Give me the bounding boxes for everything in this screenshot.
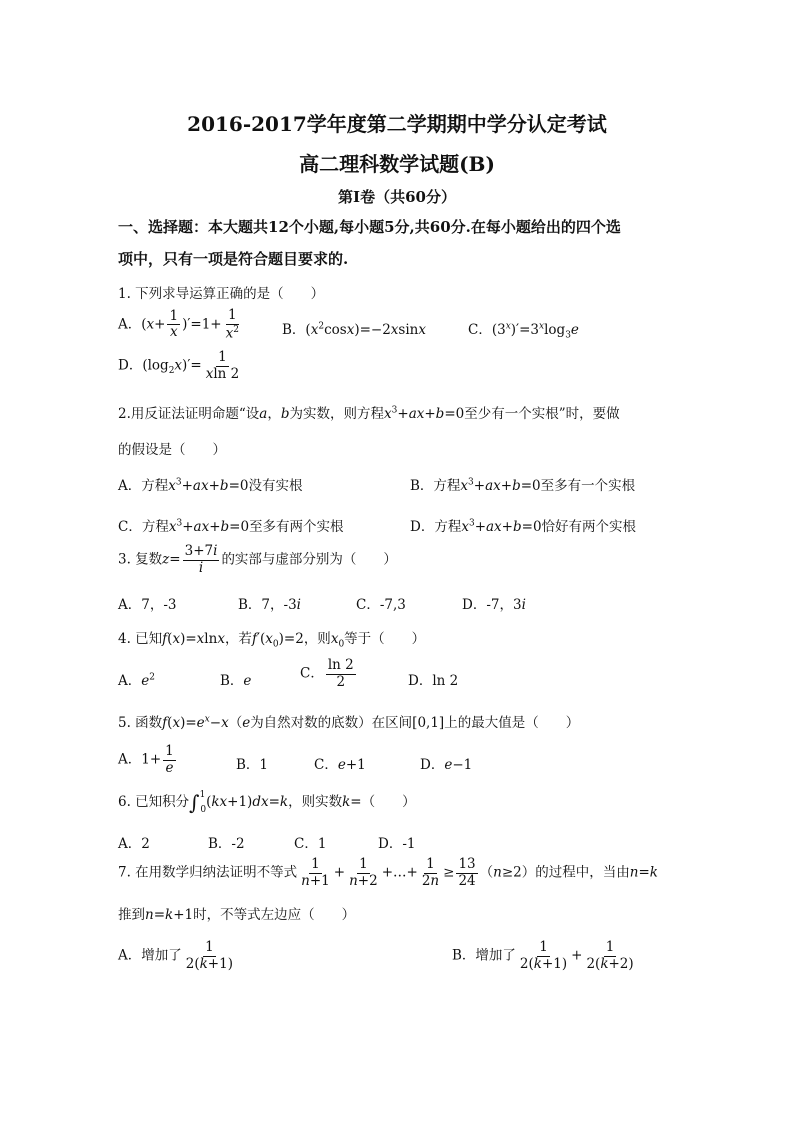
q4-stem: 4. 已知f(x)=xlnx，若$f'(x_0)=2$，则$x_0$等于（ ） [118,631,426,650]
q7-stem-line2: 推到n=k+1时，不等式左边应（ ） [118,907,356,923]
q5-option-b: B．1 [236,757,269,773]
section-heading-line1: 一、选择题：本大题共12个小题,每小题5分,共60分.在每小题给出的四个选 [118,218,621,236]
q2-option-d: D．方程$x^3+ax+b=0$恰好有两个实根 [410,518,637,535]
q2-option-c: C．方程$x^3+ax+b=0$至多有两个实根 [118,518,344,535]
q6-option-a: A．2 [118,836,150,852]
q4-option-d: D．ln 2 [408,673,459,689]
q1-option-c: C．$(3^x)'=3^x\log_3e$ [468,321,579,341]
exam-title: 2016-2017学年度第二学期期中学分认定考试 [187,112,607,136]
q7-option-a: A．增加了 $\frac{1}{2(k+1)}$ [118,939,233,972]
q7-stem-line1: 7. 在用数学归纳法证明不等式 $\frac{1}{n+1}$ + $\frac{1}{n+2}$ +…+ $\frac{1}{2n}$ ≥ $\frac{13}{24}$ （n≥2）的过程中，当由n=k [118,856,658,889]
q4-option-c: C． $\frac{\ln 2}{2}$ [300,657,354,690]
q3-option-b: B．7，-3i [238,597,301,613]
q2-stem-line2: 的假设是（ ） [118,442,226,458]
volume-label: 第Ⅰ卷（共60分） [338,188,456,206]
q5-option-c: C．e+1 [314,757,366,773]
q4-option-b: B．e [220,673,252,689]
section-heading-line2: 项中，只有一项是符合题目要求的. [118,250,349,268]
q3-option-d: D．-7，3i [462,597,526,613]
q1-option-a: A．(x+ $\frac{1}{x}$ )′=1+ $\frac{1}{x^2}$ [118,307,239,342]
q7-option-b: B．增加了 $\frac{1}{2(k+1)}$ + $\frac{1}{2(k+2)}$ [452,939,634,972]
q2-stem-line1: 2.用反证法证明命题“设a，b为实数，则方程$x^3+ax+b=0$至少有一个实根”时，要做 [118,405,620,422]
q4-option-a: A．$e^2$ [118,672,155,689]
q3-option-a: A．7，-3 [118,597,177,613]
q5-stem: 5. 函数$f(x)=e^x-x(e$为自然对数的底数）在区间[0,1]上的最大值是（ ） [118,714,580,731]
q6-option-c: C．1 [294,836,327,852]
q1-stem: 1. 下列求导运算正确的是（ ） [118,286,325,302]
q5-option-d: D．e−1 [420,757,473,773]
q2-option-a: A．方程$x^3+ax+b=0$没有实根 [118,477,303,494]
q1-option-d: D．$(\log_2x)'=$ $\frac{1}{xln 2}$ [118,349,240,382]
q2-option-b: B．方程$x^3+ax+b=0$至多有一个实根 [410,477,636,494]
exam-subtitle: 高二理科数学试题(B) [299,152,495,176]
q1-option-b: B．$(x^2\cos x)=-2xsinx$ [282,321,426,338]
q3-stem: 3. 复数z= $\frac{3+7i}{i}$ 的实部与虚部分别为（ ） [118,543,397,576]
q5-option-a: A．1+ $\frac{1}{e}$ [118,743,174,776]
q6-option-d: D．-1 [378,836,416,852]
q6-option-b: B．-2 [208,836,245,852]
q3-option-c: C．-7,3 [356,597,406,613]
q6-stem: 6. 已知积分∫$^1$0(kx+1)dx=k，则实数k=（ ） [118,790,416,815]
